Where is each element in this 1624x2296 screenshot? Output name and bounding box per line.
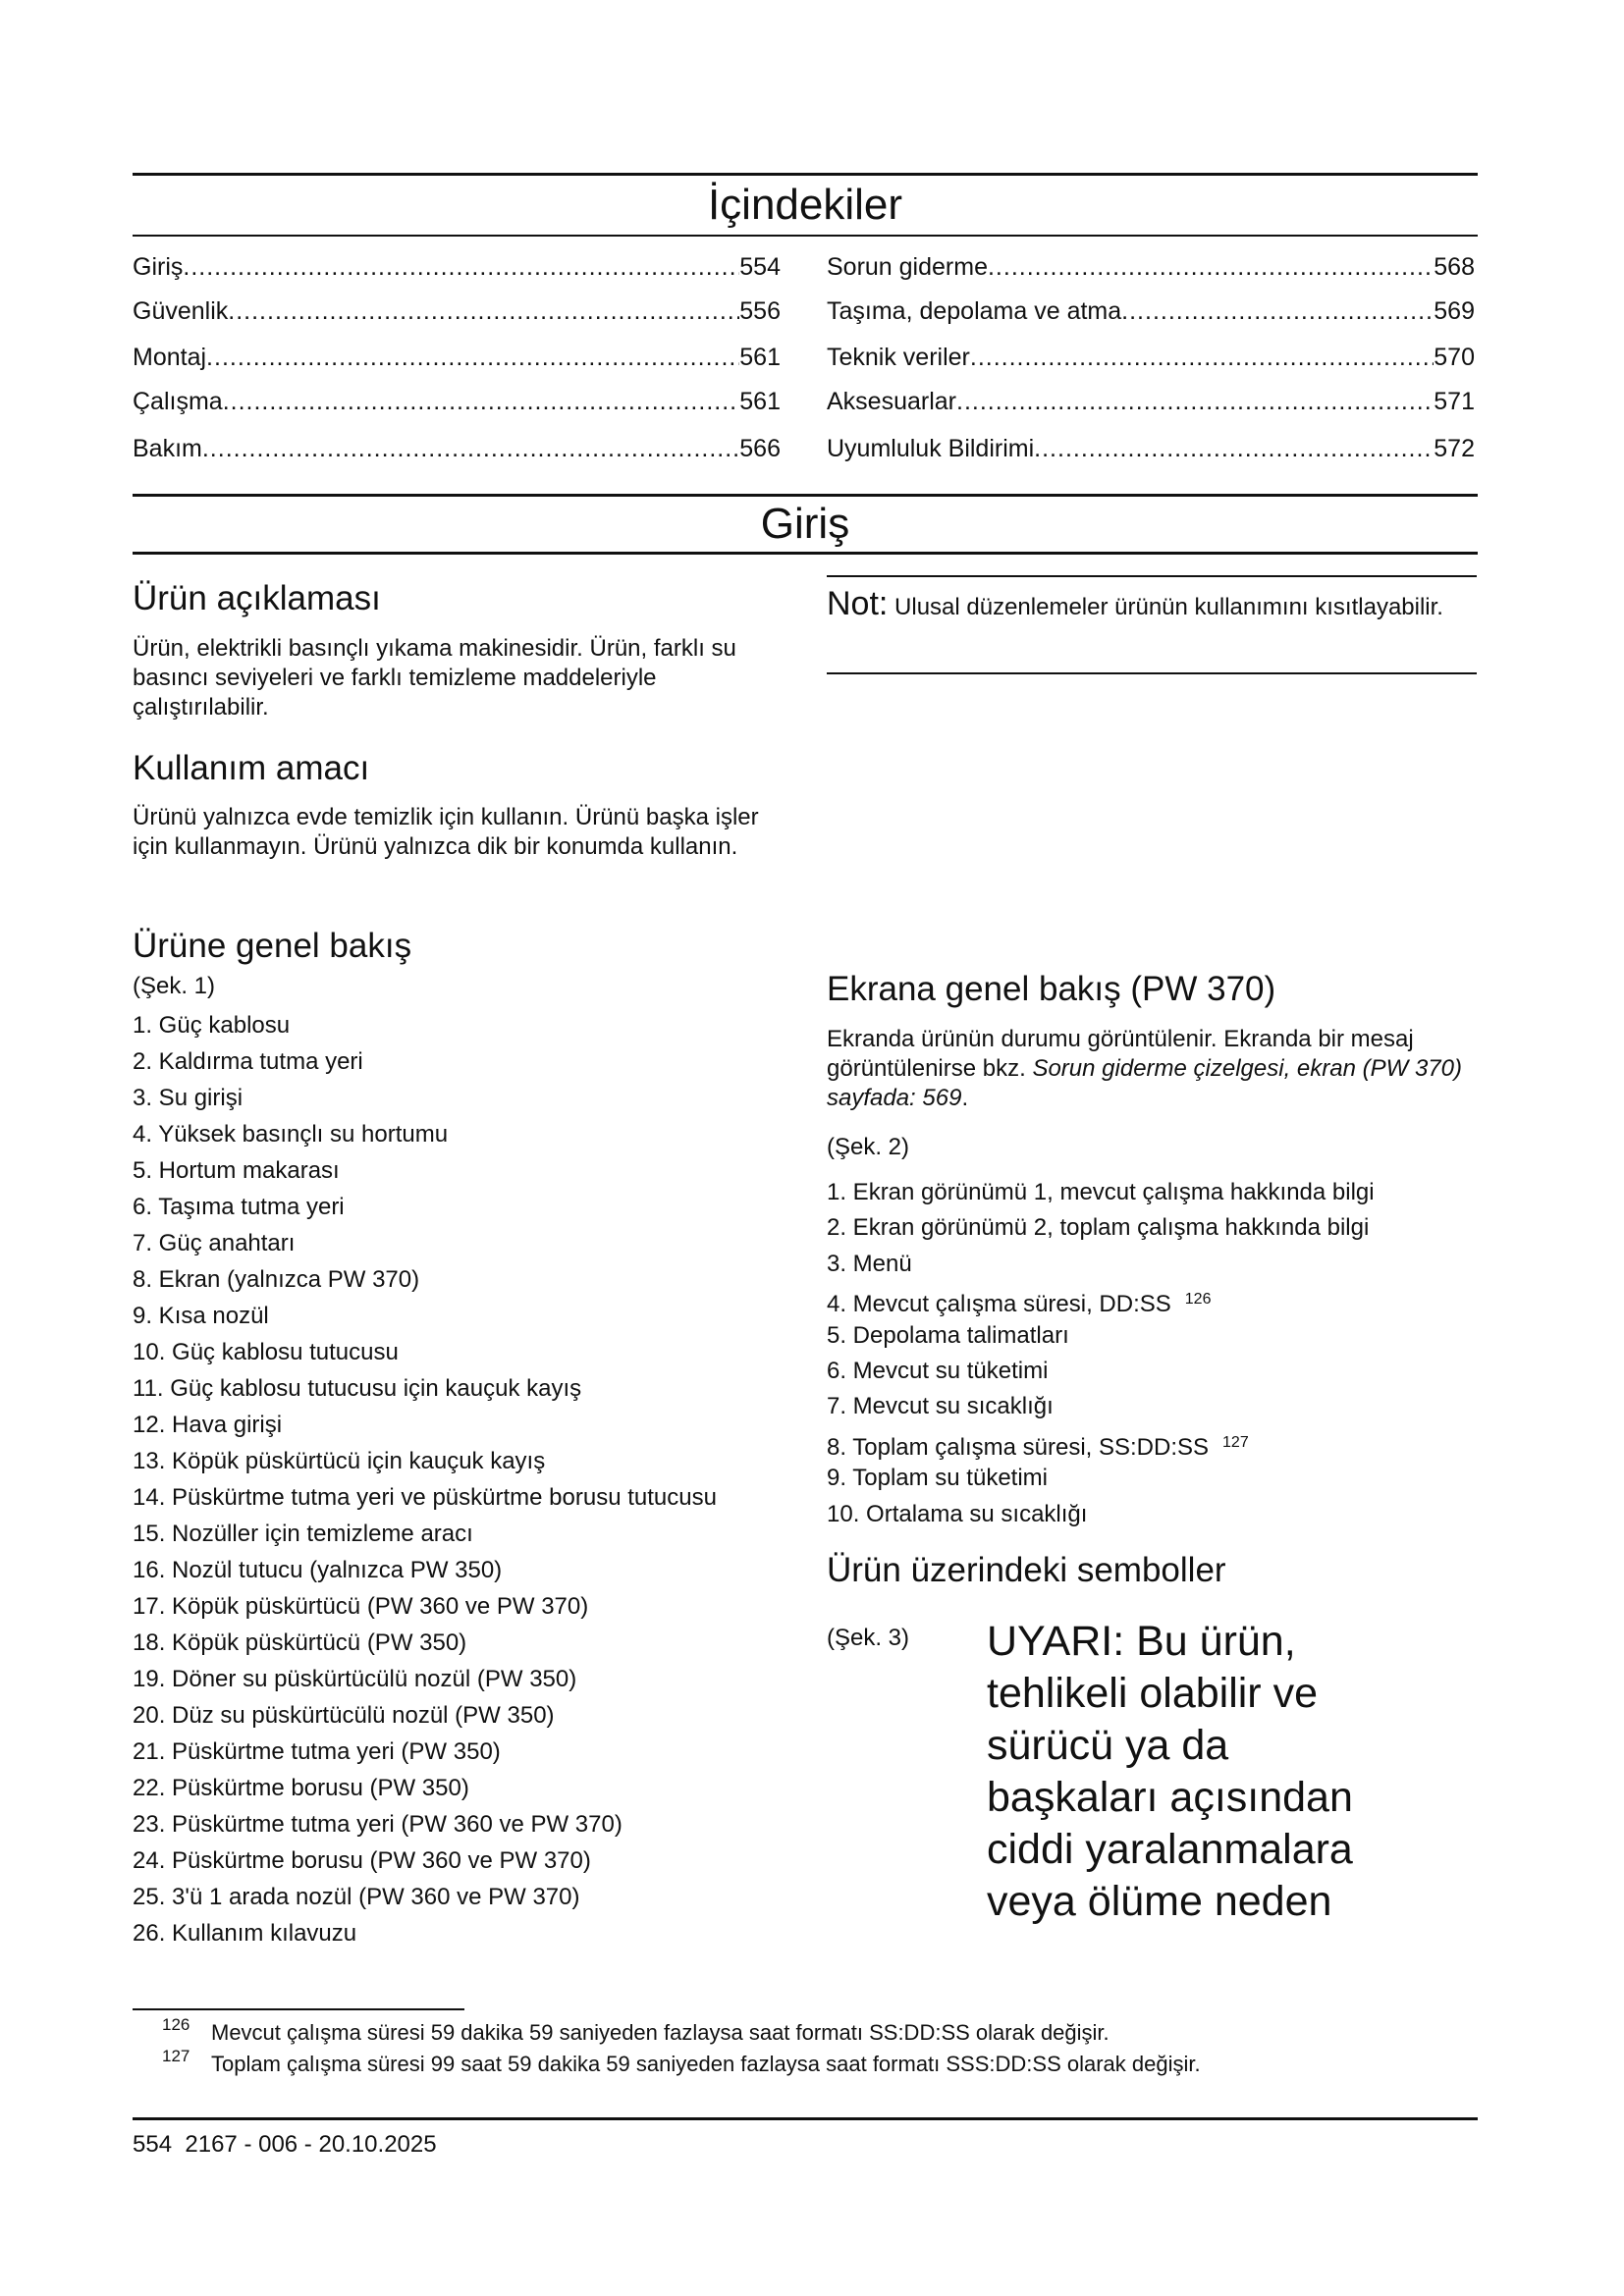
list-item: 15. Nozüller için temizleme aracı xyxy=(133,1521,473,1547)
footnote-ref[interactable]: 126 xyxy=(1184,1291,1212,1308)
list-item: 19. Döner su püskürtücülü nozül (PW 350) xyxy=(133,1666,577,1692)
list-item: 24. Püskürtme borusu (PW 360 ve PW 370) xyxy=(133,1847,591,1874)
list-item: 2. Ekran görünümü 2, toplam çalışma hakkında bilgi xyxy=(827,1214,1370,1242)
product-description-heading: Ürün açıklaması xyxy=(133,579,381,617)
intended-use-heading: Kullanım amacı xyxy=(133,749,370,787)
list-item: 8. Toplam çalışma süresi, SS:DD:SS $^{127}$ xyxy=(827,1433,1249,1461)
section-top-rule xyxy=(133,494,1478,497)
list-item: 18. Köpük püskürtücü (PW 350) xyxy=(133,1629,467,1656)
list-item: 4. Mevcut çalışma süresi, DD:SS $^{126}$ xyxy=(827,1291,1212,1318)
overview-figure-ref: (Şek. 1) xyxy=(133,973,216,999)
troubleshooting-link[interactable]: Sorun giderme çizelgesi, ekran (PW 370) sayfada: 569 xyxy=(827,1055,1462,1111)
list-item: 2. Kaldırma tutma yeri xyxy=(133,1048,363,1075)
list-item: 23. Püskürtme tutma yeri (PW 360 ve PW 370) xyxy=(133,1811,623,1838)
footnote-ref[interactable]: 127 xyxy=(1222,1433,1249,1451)
note-bottom-rule xyxy=(827,672,1477,674)
list-item: 14. Püskürtme tutma yeri ve püskürtme borusu tutucusu xyxy=(133,1484,717,1511)
list-item: 22. Püskürtme borusu (PW 350) xyxy=(133,1775,469,1801)
display-overview-text: Ekranda ürünün durumu görüntülenir. Ekranda bir mesaj görüntülenirse bkz. Sorun giderme çizelgesi, ekran (PW 370) sayfada: 569. xyxy=(827,1026,1462,1111)
list-item: 5. Hortum makarası xyxy=(133,1157,340,1184)
toc-bottom-rule xyxy=(133,235,1478,237)
footer-rule xyxy=(133,2117,1478,2120)
toc-entry[interactable]: Teknik veriler ..... 570 xyxy=(827,343,1475,372)
warning-text: UYARI: Bu ürün, tehlikeli olabilir ve sürücü ya da başkaları açısından ciddi yaralanmalara veya ölüme neden xyxy=(987,1618,1353,1925)
toc-entry[interactable]: Bakım ..... 566 xyxy=(133,434,781,463)
list-item: 1. Güç kablosu xyxy=(133,1012,291,1039)
list-item: 6. Taşıma tutma yeri xyxy=(133,1194,345,1220)
overview-heading: Ürüne genel bakış xyxy=(133,927,412,965)
note-label: Not: xyxy=(827,585,889,622)
list-item: 5. Depolama talimatları xyxy=(827,1321,1069,1349)
list-item: 6. Mevcut su tüketimi xyxy=(827,1357,1049,1384)
list-item: 10. Ortalama su sıcaklığı xyxy=(827,1500,1088,1527)
display-figure-ref: (Şek. 2) xyxy=(827,1134,910,1160)
note-top-rule xyxy=(827,575,1477,577)
toc-entry[interactable]: Uyumluluk Bildirimi ..... 572 xyxy=(827,434,1475,463)
list-item: 17. Köpük püskürtücü (PW 360 ve PW 370) xyxy=(133,1593,589,1620)
toc-entry[interactable]: Güvenlik ..... 556 xyxy=(133,296,781,326)
intended-use-text: Ürünü yalnızca evde temizlik için kullanın. Ürünü başka işler için kullanmayın. Ürünü yalnızca dik bir konumda kullanın. xyxy=(133,804,759,860)
toc-entry[interactable]: Çalışma ..... 561 xyxy=(133,387,781,416)
list-item: 3. Su girişi xyxy=(133,1085,244,1111)
list-item: 7. Güç anahtarı xyxy=(133,1230,296,1256)
list-item: 25. 3'ü 1 arada nozül (PW 360 ve PW 370) xyxy=(133,1884,580,1910)
symbols-figure-ref: (Şek. 3) xyxy=(827,1625,910,1651)
list-item: 3. Menü xyxy=(827,1250,912,1277)
toc-entry[interactable]: Montaj ..... 561 xyxy=(133,343,781,372)
toc-entry[interactable]: Sorun giderme ..... 568 xyxy=(827,252,1475,282)
display-overview-heading: Ekrana genel bakış (PW 370) xyxy=(827,970,1276,1008)
note-text: Ulusal düzenlemeler ürünün kullanımını kısıtlayabilir. xyxy=(894,594,1443,620)
list-item: 1. Ekran görünümü 1, mevcut çalışma hakkında bilgi xyxy=(827,1179,1375,1205)
display-list xyxy=(827,1175,1475,1532)
list-item: 16. Nozül tutucu (yalnızca PW 350) xyxy=(133,1557,503,1583)
list-item: 8. Ekran (yalnızca PW 370) xyxy=(133,1266,420,1293)
toc-entry[interactable]: Taşıma, depolama ve atma ..... 569 xyxy=(827,296,1475,326)
list-item: 9. Kısa nozül xyxy=(133,1303,269,1329)
product-description-text: Ürün, elektrikli basınçlı yıkama makinesidir. Ürün, farklı su basıncı seviyeleri ve farklı temizleme maddeleriyle çalıştırılabilir. xyxy=(133,635,736,721)
toc-entry[interactable]: Giriş ..... 554 xyxy=(133,252,781,282)
list-item: 13. Köpük püskürtücü için kauçuk kayış xyxy=(133,1448,546,1474)
list-item: 26. Kullanım kılavuzu xyxy=(133,1920,357,1947)
toc-title: İçindekiler xyxy=(707,181,903,229)
list-item: 10. Güç kablosu tutucusu xyxy=(133,1339,399,1365)
list-item: 20. Düz su püskürtücülü nozül (PW 350) xyxy=(133,1702,555,1729)
list-item: 9. Toplam su tüketimi xyxy=(827,1465,1048,1492)
note-box xyxy=(827,587,1477,624)
list-item: 4. Yüksek basınçlı su hortumu xyxy=(133,1121,449,1148)
overview-list xyxy=(133,1007,820,1951)
toc-entry[interactable]: Aksesuarlar ..... 571 xyxy=(827,387,1475,416)
section-bottom-rule xyxy=(133,552,1478,555)
section-title: Giriş xyxy=(760,500,850,548)
list-item: 11. Güç kablosu tutucusu için kauçuk kayış xyxy=(133,1375,582,1402)
list-item: 7. Mevcut su sıcaklığı xyxy=(827,1393,1054,1420)
list-item: 21. Püskürtme tutma yeri (PW 350) xyxy=(133,1738,501,1765)
symbols-heading: Ürün üzerindeki semboller xyxy=(827,1551,1226,1589)
list-item: 12. Hava girişi xyxy=(133,1412,283,1438)
toc-top-rule xyxy=(133,173,1478,176)
footer-text: 554 2167 - 006 - 20.10.2025 xyxy=(133,2131,437,2158)
